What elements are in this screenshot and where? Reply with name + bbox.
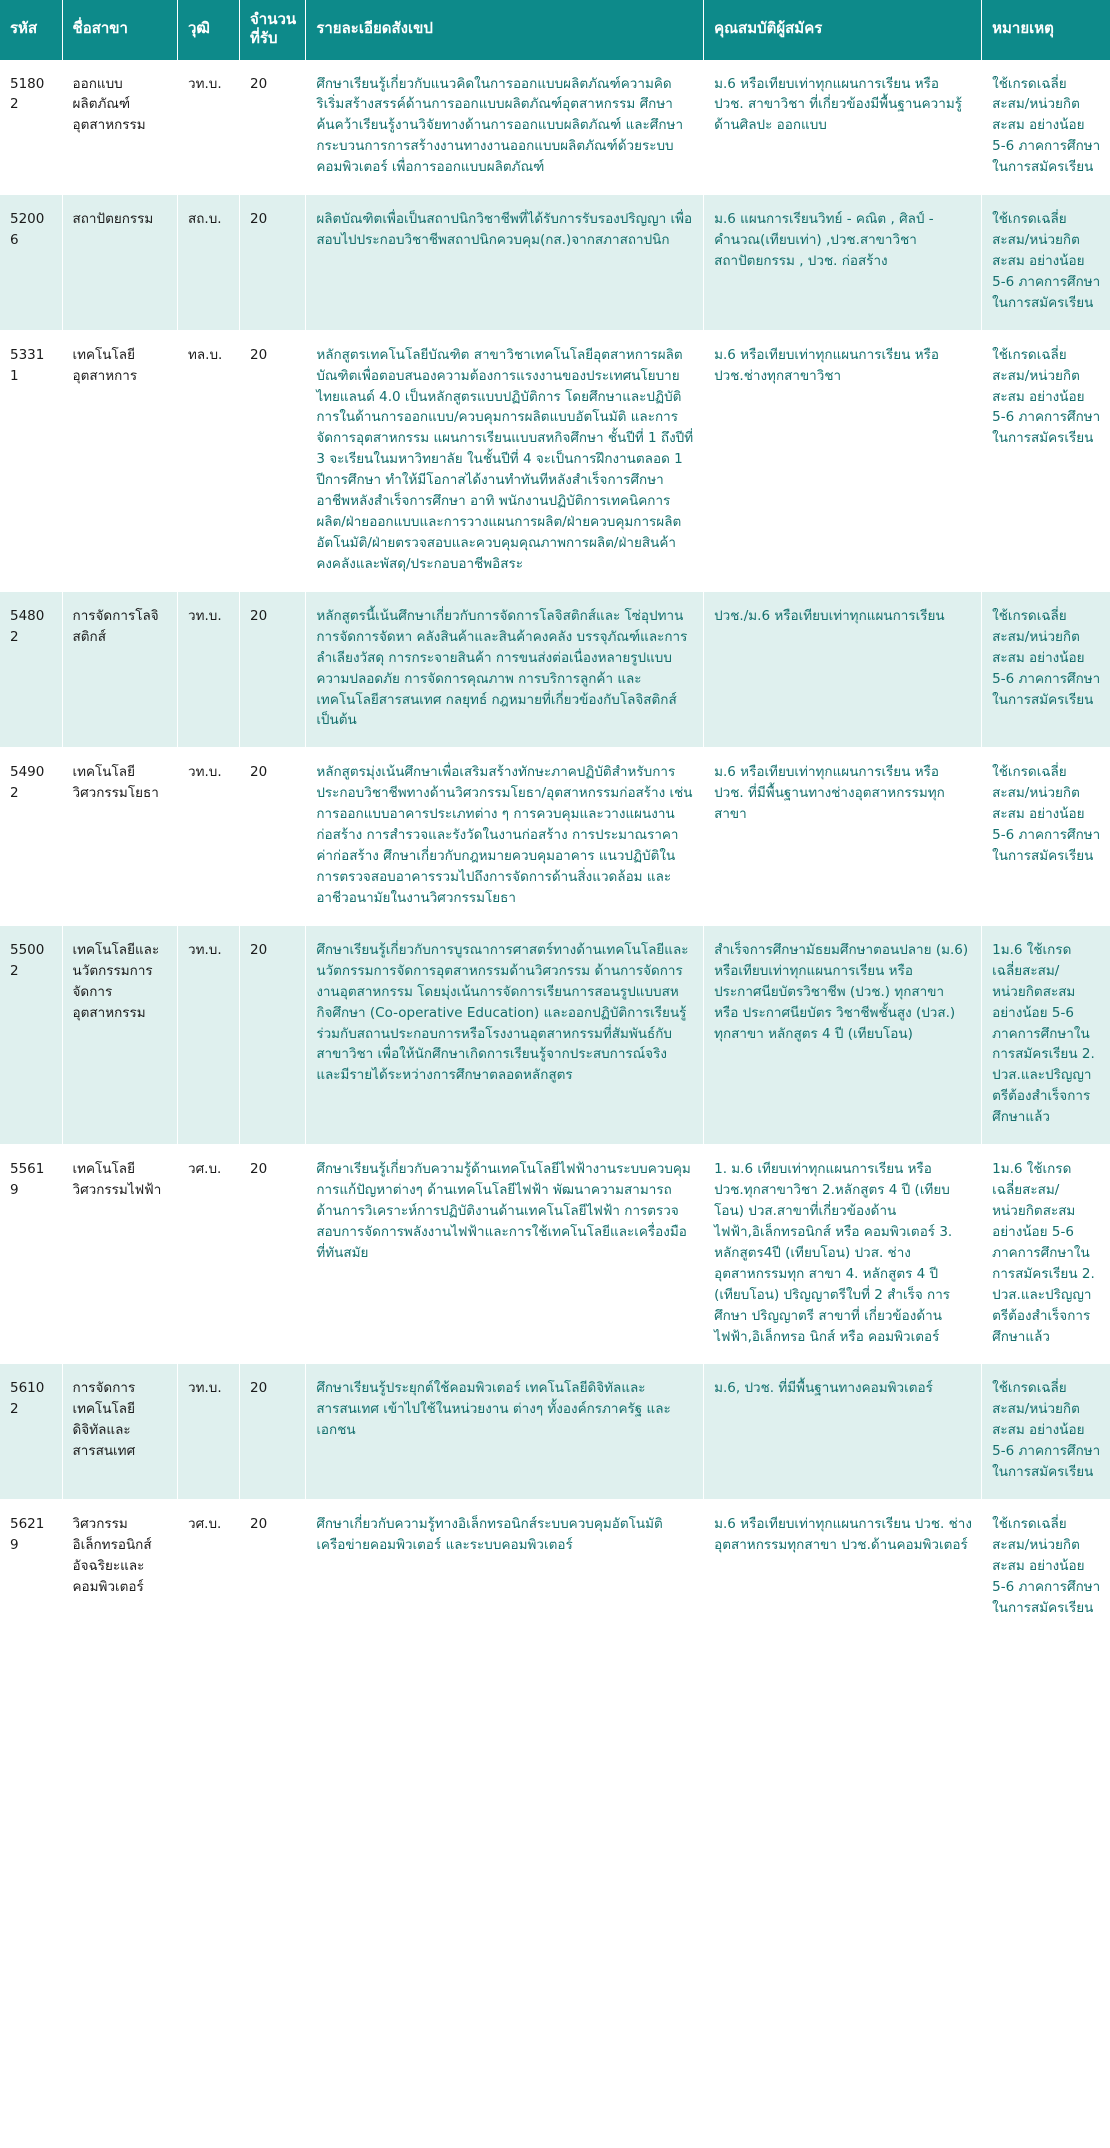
cell-qualification: สำเร็จการศึกษามัธยมศึกษาตอนปลาย (ม.6) หรือเทียบเท่าทุกแผนการเรียน หรือ ประกาศนียบัตรวิชาชีพ (ปวช.) ทุกสาขา หรือ ประกาศนียบัตร วิชาชีพชั้นสูง (ปวส.) ทุกสาขา หลักสูตร 4 ปี (เทียบโอน) xyxy=(704,925,982,1144)
table-row xyxy=(0,1364,1110,1500)
cell-detail: ศึกษาเกี่ยวกับความรู้ทางอิเล็กทรอนิกส์ระบบควบคุมอัตโนมัติ เครือข่ายคอมพิวเตอร์ และระบบคอมพิวเตอร์ xyxy=(306,1500,704,1636)
table-row xyxy=(0,925,1110,1144)
cell-code: 54802 xyxy=(0,591,62,748)
cell-qualification: 1. ม.6 เทียบเท่าทุกแผนการเรียน หรือ ปวช.ทุกสาขาวิชา 2.หลักสูตร 4 ปี (เทียบโอน) ปวส.สาขาที่เกี่ยวข้องด้านไฟฟ้า,อิเล็กทรอนิกส์ หรือ คอมพิวเตอร์ 3. หลักสูตร4ปี (เทียบโอน) ปวส. ช่างอุตสาหกรรมทุก สาขา 4. หลักสูตร 4 ปี (เทียบโอน) ปริญญาตรีใบที่ 2 สำเร็จ การศึกษา ปริญญาตรี สาขาที่ เกี่ยวข้องด้านไฟฟ้า,อิเล็กทรอ นิกส์ หรือ คอมพิวเตอร์ xyxy=(704,1145,982,1364)
cell-detail: ศึกษาเรียนรู้ประยุกต์ใช้คอมพิวเตอร์ เทคโนโลยีดิจิทัลและ สารสนเทศ เข้าไปใช้ในหน่วยงาน ต่างๆ ทั้งองค์กรภาครัฐ และเอกชน xyxy=(306,1364,704,1500)
column-header-code: รหัส xyxy=(0,0,62,60)
cell-code: 55002 xyxy=(0,925,62,1144)
cell-name: การจัดการโลจิสติกส์ xyxy=(62,591,177,748)
cell-name: การจัดการเทคโนโลยีดิจิทัลและสารสนเทศ xyxy=(62,1364,177,1500)
cell-detail: ศึกษาเรียนรู้เกี่ยวกับความรู้ด้านเทคโนโลยีไฟฟ้างานระบบควบคุมการแก้ปัญหาต่างๆ ด้านเทคโนโลยีไฟฟ้า พัฒนาความสามารถด้านการวิเคราะห์การปฏิบัติงานด้านเทคโนโลยีไฟฟ้า การตรวจสอบการจัดการพลังงานไฟฟ้าและการใช้เทคโนโลยีและเครื่องมือที่ทันสมัย xyxy=(306,1145,704,1364)
cell-quota: 20 xyxy=(240,60,306,195)
cell-note: 1ม.6 ใช้เกรดเฉลี่ยสะสม/หน่วยกิตสะสมอย่างน้อย 5-6 ภาคการศึกษาในการสมัครเรียน 2. ปวส.และปริญญาตรีต้องสำเร็จการศึกษาแล้ว xyxy=(982,925,1110,1144)
cell-name: ออกแบบผลิตภัณฑ์อุตสาหกรรม xyxy=(62,60,177,195)
cell-quota: 20 xyxy=(240,1364,306,1500)
table-row xyxy=(0,1500,1110,1636)
table-row xyxy=(0,591,1110,748)
table-header xyxy=(0,0,1110,60)
cell-quota: 20 xyxy=(240,748,306,925)
cell-detail: ศึกษาเรียนรู้เกี่ยวกับการบูรณาการศาสตร์ทางด้านเทคโนโลยีและนวัตกรรมการจัดการอุตสาหกรรมด้านวิศวกรรม ด้านการจัดการงานอุตสาหกรรม โดยมุ่งเน้นการจัดการเรียนการสอนรูปแบบสหกิจศึกษา (Co-operative Education) และออกปฏิบัติการเรียนรู้ร่วมกับสถานประกอบการหรือโรงงานอุตสาหกรรมที่สัมพันธ์กับสาขาวิชา เพื่อให้นักศึกษาเกิดการเรียนรู้จากประสบการณ์จริง และมีรายได้ระหว่างการศึกษาตลอดหลักสูตร xyxy=(306,925,704,1144)
column-header-detail: รายละเอียดสังเขป xyxy=(306,0,704,60)
cell-degree: วท.บ. xyxy=(178,591,240,748)
cell-detail: หลักสูตรมุ่งเน้นศึกษาเพื่อเสริมสร้างทักษะภาคปฏิบัติสำหรับการประกอบวิชาชีพทางด้านวิศวกรรมโยธา/อุตสาหกรรมก่อสร้าง เช่น การออกแบบอาคารประเภทต่าง ๆ การควบคุมและวางแผนงานก่อสร้าง การสำรวจและรังวัดในงานก่อสร้าง การประมาณราคาค่าก่อสร้าง ศึกษาเกี่ยวกับกฎหมายควบคุมอาคาร แนวปฏิบัติในการตรวจสอบอาคารรวมไปถึงการจัดการด้านสิ่งแวดล้อม และอาชีวอนามัยในงานวิศวกรรมโยธา xyxy=(306,748,704,925)
table-row xyxy=(0,195,1110,331)
cell-qualification: ม.6 หรือเทียบเท่าทุกแผนการเรียน หรือ ปวช.ช่างทุกสาขาวิชา xyxy=(704,330,982,591)
cell-degree: วท.บ. xyxy=(178,748,240,925)
cell-degree: วศ.บ. xyxy=(178,1145,240,1364)
table-row xyxy=(0,1145,1110,1364)
cell-quota: 20 xyxy=(240,1500,306,1636)
cell-quota: 20 xyxy=(240,195,306,331)
cell-note: ใช้เกรดเฉลี่ยสะสม/หน่วยกิตสะสม อย่างน้อย 5-6 ภาคการศึกษา ในการสมัครเรียน xyxy=(982,330,1110,591)
cell-note: 1ม.6 ใช้เกรดเฉลี่ยสะสม/หน่วยกิตสะสมอย่างน้อย 5-6 ภาคการศึกษาในการสมัครเรียน 2. ปวส.และปริญญาตรีต้องสำเร็จการศึกษาแล้ว xyxy=(982,1145,1110,1364)
cell-code: 55619 xyxy=(0,1145,62,1364)
column-header-quota: จำนวนที่รับ xyxy=(240,0,306,60)
cell-detail: หลักสูตรนี้เน้นศึกษาเกี่ยวกับการจัดการโลจิสติกส์และ โซ่อุปทาน การจัดการจัดหา คลังสินค้าและสินค้าคงคลัง บรรจุภัณฑ์และการลำเลียงวัสดุ การกระจายสินค้า การขนส่งต่อเนื่องหลายรูปแบบ ความปลอดภัย การจัดการคุณภาพ การบริการลูกค้า และเทคโนโลยีสารสนเทศ กลยุทธ์ กฎหมายที่เกี่ยวข้องกับโลจิสติกส์ เป็นต้น xyxy=(306,591,704,748)
cell-name: เทคโนโลยีวิศวกรรมโยธา xyxy=(62,748,177,925)
cell-detail: หลักสูตรเทคโนโลยีบัณฑิต สาขาวิชาเทคโนโลยีอุตสาหการผลิตบัณฑิตเพื่อตอบสนองความต้องการแรงงานของประเทศนโยบายไทยแลนด์ 4.0 เป็นหลักสูตรแบบปฏิบัติการ โดยศึกษาและปฏิบัติการในด้านการออกแบบ/ควบคุมการผลิตแบบอัตโนมัติ และการจัดการอุตสาหกรรม แผนการเรียนแบบสหกิจศึกษา ชั้นปีที่ 1 ถึงปีที่ 3 จะเรียนในมหาวิทยาลัย ในชั้นปีที่ 4 จะเป็นการฝึกงานตลอด 1 ปีการศึกษา ทำให้มีโอกาสได้งานทำทันทีหลังสำเร็จการศึกษา อาชีพหลังสำเร็จการศึกษา อาทิ พนักงานปฏิบัติการเทคนิคการผลิต/ฝ่ายออกแบบและการวางแผนการผลิต/ฝ่ายควบคุมการผลิตอัตโนมัติ/ฝ่ายตรวจสอบและควบคุมคุณภาพการผลิต/ฝ่ายสินค้าคงคลังและพัสดุ/ประกอบอาชีพอิสระ xyxy=(306,330,704,591)
cell-degree: วท.บ. xyxy=(178,1364,240,1500)
cell-note: ใช้เกรดเฉลี่ยสะสม/หน่วยกิตสะสม อย่างน้อย 5-6 ภาคการศึกษา ในการสมัครเรียน xyxy=(982,60,1110,195)
table-row xyxy=(0,330,1110,591)
cell-qualification: ม.6 หรือเทียบเท่าทุกแผนการเรียน หรือ ปวช. สาขาวิชา ที่เกี่ยวข้องมีพื้นฐานความรู้ด้านศิลปะ ออกแบบ xyxy=(704,60,982,195)
cell-name: เทคโนโลยีและนวัตกรรมการจัดการอุตสาหกรรม xyxy=(62,925,177,1144)
cell-note: ใช้เกรดเฉลี่ยสะสม/หน่วยกิตสะสม อย่างน้อย 5-6 ภาคการศึกษา ในการสมัครเรียน xyxy=(982,1364,1110,1500)
cell-qualification: ม.6 หรือเทียบเท่าทุกแผนการเรียน หรือ ปวช. ที่มีพื้นฐานทางช่างอุตสาหกรรมทุกสาขา xyxy=(704,748,982,925)
cell-degree: วท.บ. xyxy=(178,60,240,195)
cell-quota: 20 xyxy=(240,591,306,748)
cell-note: ใช้เกรดเฉลี่ยสะสม/หน่วยกิตสะสม อย่างน้อย 5-6 ภาคการศึกษา ในการสมัครเรียน xyxy=(982,748,1110,925)
column-header-name: ชื่อสาขา xyxy=(62,0,177,60)
column-header-degree: วุฒิ xyxy=(178,0,240,60)
cell-degree: วศ.บ. xyxy=(178,1500,240,1636)
cell-degree: วท.บ. xyxy=(178,925,240,1144)
cell-note: ใช้เกรดเฉลี่ยสะสม/หน่วยกิตสะสม อย่างน้อย 5-6 ภาคการศึกษา ในการสมัครเรียน xyxy=(982,1500,1110,1636)
cell-quota: 20 xyxy=(240,1145,306,1364)
cell-code: 52006 xyxy=(0,195,62,331)
cell-code: 56102 xyxy=(0,1364,62,1500)
cell-quota: 20 xyxy=(240,330,306,591)
cell-name: เทคโนโลยีอุตสาหการ xyxy=(62,330,177,591)
table-body xyxy=(0,60,1110,1636)
cell-qualification: ม.6 หรือเทียบเท่าทุกแผนการเรียน ปวช. ช่างอุตสาหกรรมทุกสาขา ปวช.ด้านคอมพิวเตอร์ xyxy=(704,1500,982,1636)
cell-degree: ทล.บ. xyxy=(178,330,240,591)
cell-code: 54902 xyxy=(0,748,62,925)
cell-name: เทคโนโลยีวิศวกรรมไฟฟ้า xyxy=(62,1145,177,1364)
table-header-row xyxy=(0,0,1110,60)
cell-qualification: ม.6 แผนการเรียนวิทย์ - คณิต , ศิลป์ - คำนวณ(เทียบเท่า) ,ปวช.สาขาวิชาสถาปัตยกรรม , ปวช. ก่อสร้าง xyxy=(704,195,982,331)
column-header-qualification: คุณสมบัติผู้สมัคร xyxy=(704,0,982,60)
cell-qualification: ม.6, ปวช. ที่มีพื้นฐานทางคอมพิวเตอร์ xyxy=(704,1364,982,1500)
cell-name: สถาปัตยกรรม xyxy=(62,195,177,331)
cell-degree: สถ.บ. xyxy=(178,195,240,331)
column-header-note: หมายเหตุ xyxy=(982,0,1110,60)
cell-note: ใช้เกรดเฉลี่ยสะสม/หน่วยกิตสะสม อย่างน้อย 5-6 ภาคการศึกษา ในการสมัครเรียน xyxy=(982,591,1110,748)
cell-code: 56219 xyxy=(0,1500,62,1636)
cell-note: ใช้เกรดเฉลี่ยสะสม/หน่วยกิตสะสม อย่างน้อย 5-6 ภาคการศึกษา ในการสมัครเรียน xyxy=(982,195,1110,331)
table-row xyxy=(0,60,1110,195)
table-row xyxy=(0,748,1110,925)
cell-name: วิศวกรรมอิเล็กทรอนิกส์อัจฉริยะและคอมพิวเตอร์ xyxy=(62,1500,177,1636)
cell-detail: ผลิตบัณฑิตเพื่อเป็นสถาปนิกวิชาชีพที่ได้รับการรับรองปริญญา เพื่อสอบไปประกอบวิชาชีพสถาปนิกควบคุม(กส.)จากสภาสถาปนิก xyxy=(306,195,704,331)
cell-qualification: ปวช./ม.6 หรือเทียบเท่าทุกแผนการเรียน xyxy=(704,591,982,748)
cell-detail: ศึกษาเรียนรู้เกี่ยวกับแนวคิดในการออกแบบผลิตภัณฑ์ความคิดริเริ่มสร้างสรรค์ด้านการออกแบบผลิตภัณฑ์อุตสาหกรรม ศึกษาค้นคว้าเรียนรู้งานวิจัยทางด้านการออกแบบผลิตภัณฑ์ และศึกษากระบวนการการสร้างงานทางงานออกแบบผลิตภัณฑ์ด้วยระบบคอมพิวเตอร์ เพื่อการออกแบบผลิตภัณฑ์ xyxy=(306,60,704,195)
cell-code: 53311 xyxy=(0,330,62,591)
cell-quota: 20 xyxy=(240,925,306,1144)
cell-code: 51802 xyxy=(0,60,62,195)
